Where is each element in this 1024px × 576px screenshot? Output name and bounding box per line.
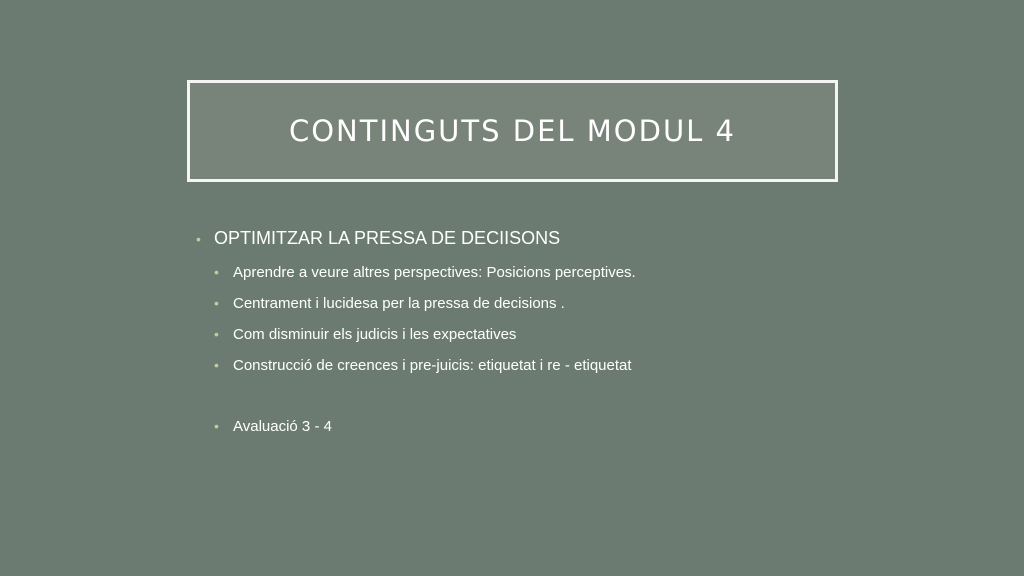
spacer [196,381,836,411]
bullet-icon: • [214,295,219,311]
bullet-icon: • [214,418,219,434]
main-bullet-item [196,225,836,255]
sub-bullet-text: Aprendre a veure altres perspectives: Posicions perceptives. [233,264,636,281]
bullet-icon: • [214,264,219,280]
bullet-icon: • [214,326,219,342]
sub-bullet-text: Centrament i lucidesa per la pressa de decisions . [233,295,565,312]
sub-bullet-item [196,319,836,350]
sub-bullet-item [196,257,836,288]
slide-title: CONTINGUTS DEL MODUL 4 [288,114,737,148]
final-bullet-item [196,411,836,442]
content-list [196,225,836,442]
sub-bullet-item [196,350,836,381]
sub-bullet-text: Construcció de creences i pre-juicis: etiquetat i re - etiquetat [233,357,632,374]
final-bullet-text: Avaluació 3 - 4 [233,418,332,435]
title-box [187,80,838,182]
bullet-icon: • [196,231,201,247]
main-bullet-text: OPTIMITZAR LA PRESSA DE DECIISONS [214,228,561,248]
bullet-icon: • [214,357,219,373]
sub-bullet-text: Com disminuir els judicis i les expectatives [233,326,517,343]
sub-bullet-item [196,288,836,319]
